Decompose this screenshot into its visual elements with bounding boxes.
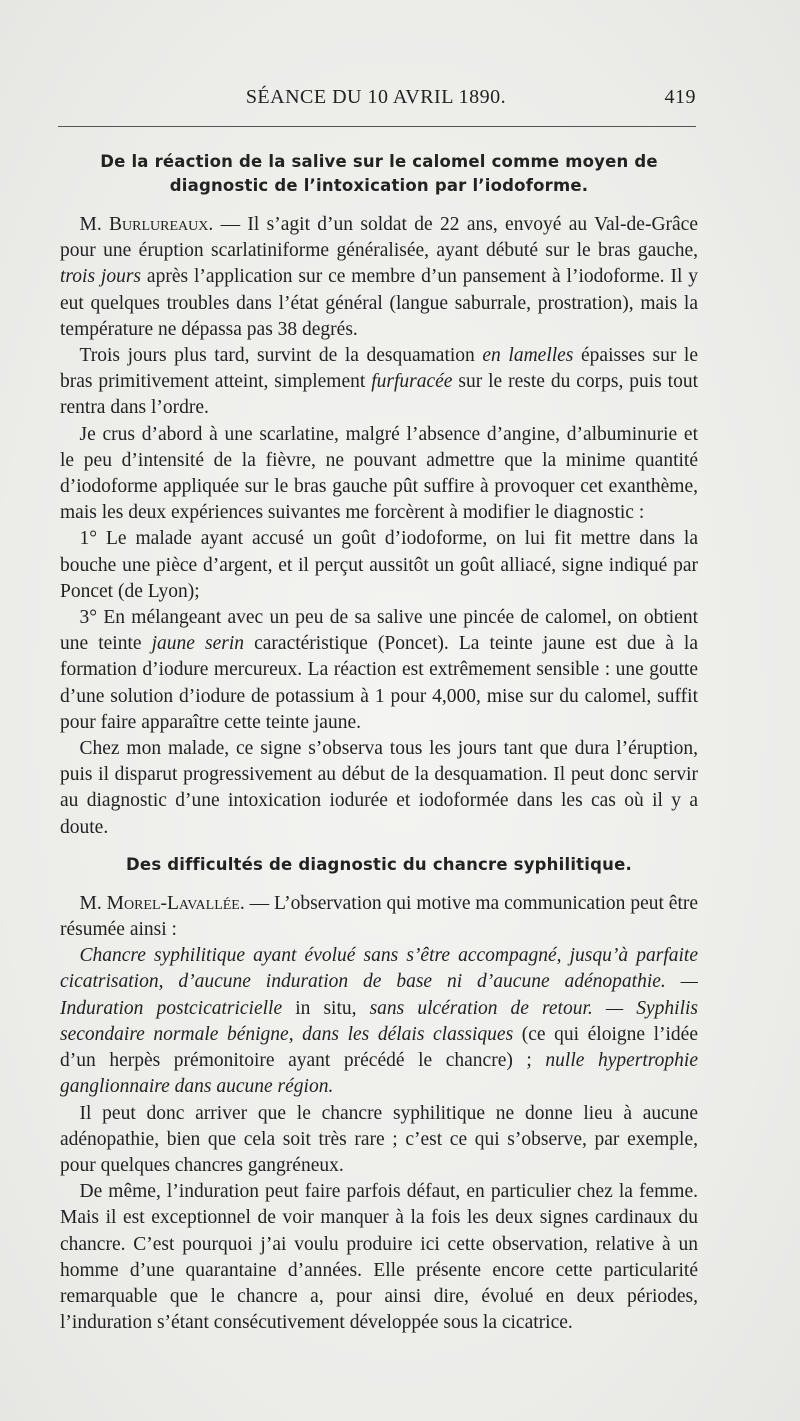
paragraph-experience-3 — [60, 605, 698, 736]
text-run: 1° Le malade ayant accusé un goût d’iodoforme, on lui fit mettre dans la bouche une pièce d’argent, et il perçut aussitôt un goût alliacé, signe indiqué par Poncet (de Lyon); — [60, 528, 698, 602]
text-run: De même, l’induration peut faire parfois défaut, en particulier chez la femme. Mais il est exceptionnel de voir manquer à la fois les deux signes cardinaux du chancre. C’est pourquoi j’ai voulu produire ici cette observation, relative à un homme d’une quarantaine d’années. Elle présente encore cette particularité remarquable que le chancre a, pour ainsi dire, évolué en deux périodes, l’induration s’étant consécutivement développée sous la cicatrice. — [60, 1181, 698, 1334]
paragraph-observation-summary — [60, 943, 698, 1100]
italic-run: Chancre syphilitique ayant évolué sans s’être accompagné, jusqu’à parfaite cicatrisation, d’aucune induration de base ni d’aucune adénopathie. — Induration postcicatricielle — [60, 945, 698, 1019]
text-run: après l’application sur ce membre d’un pansement à l’iodoforme. Il y eut quelques troubles dans l’état général (langue saburrale, prostration), mais la température ne dépassa pas 38 degrés. — [60, 266, 698, 340]
speaker-prefix: M. — [79, 892, 107, 914]
paragraph-induration — [60, 1179, 698, 1336]
paragraph-experience-1 — [60, 526, 698, 605]
text-run: sur le reste du corps, puis tout rentra dans l’ordre. — [60, 371, 699, 419]
italic-run: trois jours — [60, 266, 142, 288]
text-run: Je crus d’abord à une scarlatine, malgré l’absence d’angine, d’albuminurie et le peu d’intensité de la fièvre, ne pouvant admettre que la minime quantité d’iodoforme appliquée sur le bras gauche pût suffire à provoquer cet exanthème, mais les deux expériences suivantes me forcèrent à modifier le diagnostic : — [60, 423, 698, 524]
italic-run: jaune serin — [151, 633, 245, 655]
italic-run: furfuracée — [371, 371, 453, 393]
text-run: 3° En mélangeant avec un peu de sa salive une pincée de calomel, on obtient une teinte — [60, 607, 698, 655]
text-run: (ce qui éloigne l’idée d’un herpès prémonitoire ayant précédé le chancre) ; — [60, 1023, 698, 1072]
italic-run: en lamelles — [482, 345, 574, 367]
text-run: — L’observation qui motive ma communication peut être résumée ainsi : — [60, 892, 699, 941]
text-run: caractéristique (Poncet). La teinte jaune est due à la formation d’iodure mercureux. La réaction est extrêmement sensible : une goutte d’une solution d’iodure de potassium à 1 pour 4,000, mise sur du calomel, suffit pour faire apparaître cette teinte jaune. — [60, 633, 698, 733]
text-run: Trois jours plus tard, survint de la desquamation — [79, 345, 483, 367]
header-rule — [58, 126, 696, 127]
running-title: SÉANCE DU 10 AVRIL 1890. — [245, 86, 507, 108]
paragraph-burlureaux-intro — [60, 212, 698, 343]
paragraph-morel-lavallee-intro — [60, 891, 698, 943]
speaker-name: Morel-Lavallée. — [106, 892, 245, 914]
text-run: épaisses sur le bras primitivement atteint, simplement — [60, 345, 698, 393]
italic-run: nulle hypertrophie ganglionnaire dans aucune région. — [60, 1050, 698, 1098]
section-title-chancre: Des difficultés de diagnostic du chancre syphilitique. — [126, 854, 632, 874]
paragraph-adenopathie — [60, 1101, 698, 1180]
paragraph-conclusion — [60, 736, 698, 841]
text-run: Chez mon malade, ce signe s’observa tous les jours tant que dura l’éruption, puis il disparut progressivement au début de la desquamation. Il peut donc servir au diagnostic d’une intoxication iodurée et iodoformée dans les cas où il y a doute. — [60, 738, 698, 838]
speaker-name: Burlureaux. — [109, 214, 214, 235]
section-title-salive-calomel: De la réaction de la salive sur le calomel comme moyen de diagnostic de l’intoxication par l’iodoforme. — [100, 152, 658, 195]
speaker-prefix: M. — [79, 214, 110, 235]
italic-run: sans ulcération de retour. — Syphilis secondaire normale bénigne, dans les délais classiques — [60, 997, 699, 1045]
page-number: 419 — [664, 86, 696, 108]
text-run: in situ, — [282, 997, 370, 1019]
running-head — [56, 86, 696, 112]
text-run: Il peut donc arriver que le chancre syphilitique ne donne lieu à aucune adénopathie, bien que cela soit très rare ; c’est ce qui s’observe, par exemple, pour quelques chancres gangréneux. — [60, 1102, 698, 1176]
paragraph-desquamation — [60, 343, 698, 422]
text-run: — Il s’agit d’un soldat de 22 ans, envoyé au Val-de-Grâce pour une éruption scarlatiniforme généralisée, ayant débuté sur le bras gauche, — [60, 214, 698, 262]
article-body — [60, 140, 698, 1336]
paragraph-scarlatine — [60, 422, 698, 527]
